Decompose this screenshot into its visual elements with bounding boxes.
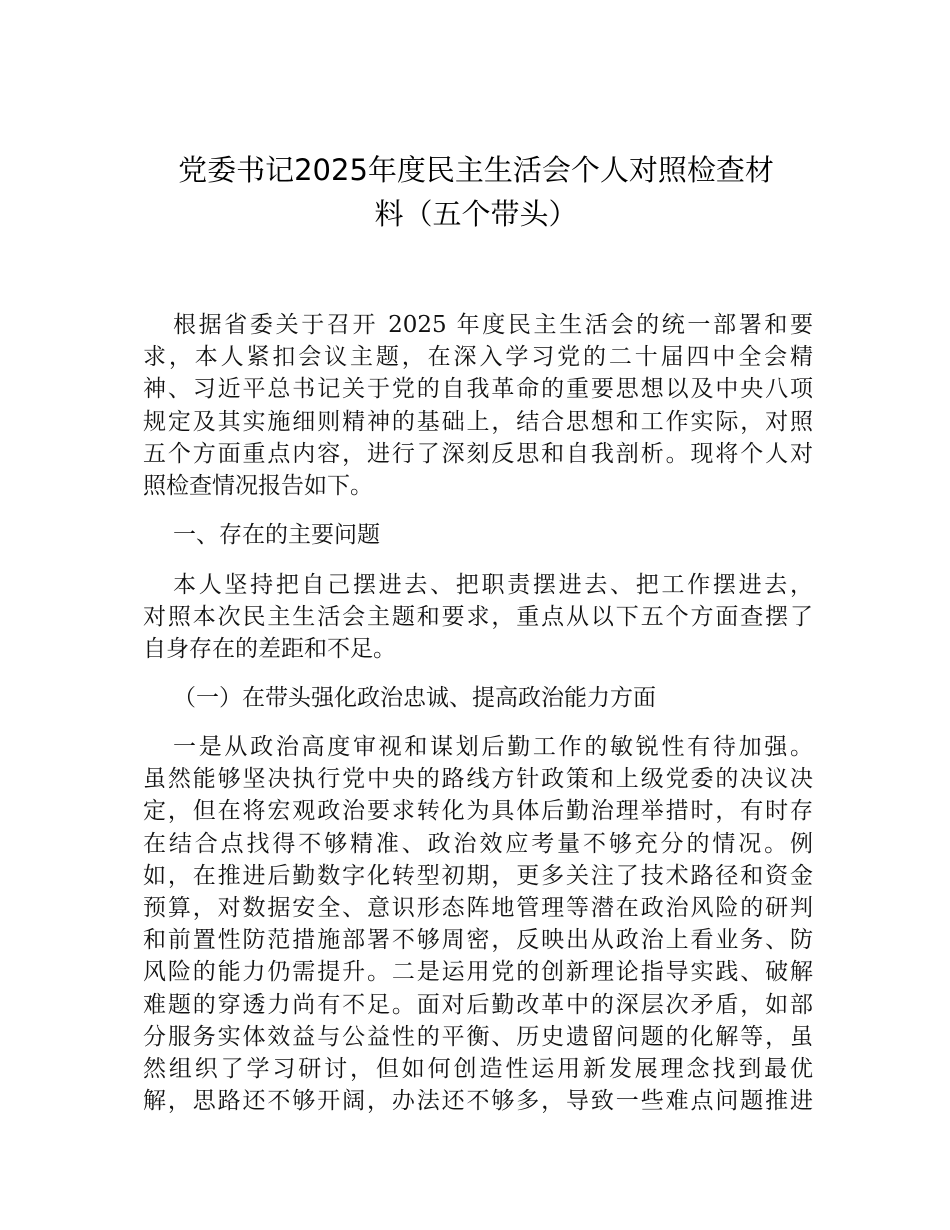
text-line: 五个方面重点内容，进行了深刻反思和自我剖析。现将个人对 <box>143 440 813 467</box>
text-line: 分服务实体效益与公益性的平衡、历史遗留问题的化解等，虽 <box>143 1023 813 1050</box>
text-line: 根据省委关于召开 2025 年度民主生活会的统一部署和要 <box>173 312 813 338</box>
subsection-heading-text: （一）在带头强化政治忠诚、提高政治能力方面 <box>173 685 656 711</box>
text-line: 如，在推进后勤数字化转型初期，更多关注了技术路径和资金 <box>143 862 813 889</box>
subsection-heading-1 <box>143 682 813 714</box>
title-line-1: 党委书记2025年度民主生活会个人对照检查材 <box>178 153 774 187</box>
title-line-2: 料（五个带头） <box>374 197 578 231</box>
section-heading-text: 一、存在的主要问题 <box>173 522 380 548</box>
text-line: 对照本次民主生活会主题和要求，重点从以下五个方面查摆了 <box>143 604 813 631</box>
text-line: 规定及其实施细则精神的基础上，结合思想和工作实际，对照 <box>143 408 813 435</box>
text-line: 照检查情况报告如下。 <box>143 472 373 499</box>
intro-paragraph <box>143 309 813 502</box>
text-line: 然组织了学习研讨，但如何创造性运用新发展理念找到最优 <box>143 1055 813 1082</box>
subsection1-body-paragraph <box>143 731 813 1117</box>
text-line: 定，但在将宏观政治要求转化为具体后勤治理举措时，有时存 <box>143 798 813 825</box>
text-line: 和前置性防范措施部署不够周密，反映出从政治上看业务、防 <box>143 927 813 954</box>
section-heading-1 <box>143 519 813 551</box>
text-line: 自身存在的差距和不足。 <box>143 636 396 663</box>
text-line: 解，思路还不够开阔，办法还不够多，导致一些难点问题推进 <box>143 1088 813 1115</box>
text-line: 风险的能力仍需提升。二是运用党的创新理论指导实践、破解 <box>143 959 813 986</box>
text-line: 本人坚持把自己摆进去、把职责摆进去、把工作摆进去， <box>173 572 813 598</box>
document-title <box>140 148 812 236</box>
text-line: 求，本人紧扣会议主题，在深入学习党的二十届四中全会精 <box>143 344 813 371</box>
section1-intro-paragraph <box>143 569 813 666</box>
text-line: 在结合点找得不够精准、政治效应考量不够充分的情况。例 <box>143 830 813 857</box>
text-line: 难题的穿透力尚有不足。面对后勤改革中的深层次矛盾，如部 <box>143 991 813 1018</box>
text-line: 虽然能够坚决执行党中央的路线方针政策和上级党委的决议决 <box>143 766 813 793</box>
text-line: 预算，对数据安全、意识形态阵地管理等潜在政治风险的研判 <box>143 894 813 921</box>
text-line: 一是从政治高度审视和谋划后勤工作的敏锐性有待加强。 <box>173 734 813 760</box>
text-line: 神、习近平总书记关于党的自我革命的重要思想以及中央八项 <box>143 376 813 403</box>
